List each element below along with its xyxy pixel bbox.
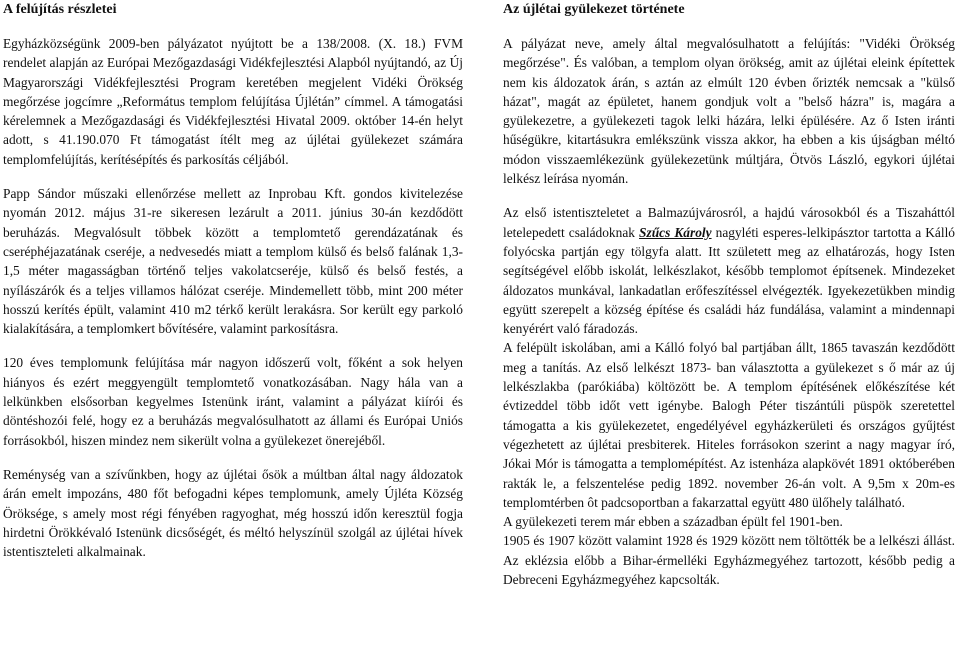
person-name: Szűcs Károly <box>639 224 712 240</box>
paragraph-construction: Papp Sándor műszaki ellenőrzése mellett az Inprobau Kft. gondos kivitelezése nyomán 2012. május 31-re sikeresen lezárult a 2011. június 30-án kezdődött beruházás. Megvalósult többek között a templomtető gerendázatának és cseréphéjazatának cseréje, a nedvesedés miatt a templom külső és belső falának 1,3-1,5 méter magasságban történő teljes vakolatcseréje, külső és belső festés, a nyílászárók és a teljes villamos hálózat cseréje. Mindemellett több, mint 200 méter hosszú kerítés épült, valamint 410 m2 térkő került lerakásra. Sor került egy parkoló kialakítására, a templomkert bővítésére, valamint parkosításra. <box>3 186 463 337</box>
right-column <box>503 0 955 589</box>
paragraph-heritage: A pályázat neve, amely által megvalósulhatott a felújítás: "Vidéki Örökség megőrzése". És valóban, a templom olyan örökség, amit az újlétai eleink építettek nem kis áldozatok árán, s aztán az elmúlt 120 évben őrizték nemcsak a "külső házat", magát az épületet, hanem gondjuk volt a "belső házra" is, magára a gyülekezetre, a gyülekezeti tagok lelki házára, lelki épülésére. Az ő Isten iránti hűségükre, kitartásukra emlékszünk vissza akkor, ha ebben a kis újságban méltó módon visszaemlékezünk gyülekezetünk múltjára, Ötvös László, egykori újlétai lelkész leírása nyomán. <box>503 36 955 187</box>
paragraph-gratitude: 120 éves templomunk felújítása már nagyon időszerű volt, főként a sok helyen hiányos és ezért meggyengült templomtető vonatkozásában. Nagy hála van a lelkünkben elsősorban kegyelmes Istenünk iránt, valamint a pályázat kiírói és döntéshozói felé, hogy ez a beruházás megvalósulhatott az állami és Európai Uniós forrásokból, hiszen mindez nem sikerült volna a gyülekezet önerejéből. <box>3 355 463 448</box>
paragraph-first-service <box>503 203 955 338</box>
spacer <box>3 450 463 465</box>
left-column <box>3 0 463 561</box>
paragraph-vacancy: 1905 és 1907 között valamint 1928 és 1929 között nem töltötték be a lelkészi állást. Az eklézsia előbb a Bihar-érmelléki Egyházmegyéhez tartozott, később pedig a Debreceni Egyházmegyéhez kapcsolták. <box>503 533 955 588</box>
paragraph-tender: Egyházközségünk 2009-ben pályázatot nyújtott be a 138/2008. (X. 18.) FVM rendelet alapján az Európai Mezőgazdasági Vidékfejlesztési Alapból nyújtandó, az Új Magyarországi Vidékfejlesztési Program keretében megjelent Vidéki Örökség megőrzése jogcímre „Református templom felújítása Újlétán” címmel. A támogatási kérelemnek a Mezőgazdasági és Vidékfejlesztési Hivatal 2009. október 14-én helyt adott, s 41.190.070 Ft támogatást ítélt meg az újlétai gyülekezet számára templomfelújítás, kerítésépítés és parkosítás céljából. <box>3 36 463 167</box>
text-segment: nagyléti esperes-lelkipásztor tartotta a Kálló folyócska partján egy tölgyfa alatt. Itt született meg az elhatározás, hogy Isten segítségével előbb iskolát, lelkészlakot, később templomot építsenek. Mindezeket áldozatos munkával, lankadatlan erőfeszítéssel elvégezték. Igyekezetükben mindig együtt szerepelt a község építése és családi ház fundálása, valamint a mindennapi kenyérért való fáradozás. <box>503 224 955 337</box>
paragraph-hope: Reménység van a szívűnkben, hogy az újlétai ősök a múltban által nagy áldozatok árán emelt impozáns, 480 főt befogadni képes templomunk, amely Újléta Község Öröksége, s amely most régi fényében ragyoghat, még hosszú időn keresztül fogja hirdetni Örökkévaló Istenünk dicsőségét, és méltó helyszínül szolgál az újlétai hívek istentiszteleti alkalmainak. <box>3 466 463 560</box>
section-heading-history: Az újlétai gyülekezet története <box>503 2 685 17</box>
paragraph-hall: A gyülekezeti terem már ebben a században épült fel 1901-ben. <box>503 514 843 530</box>
text-segment: Az első istentiszteletet a Balmazújvárosról, a hajdú városokból és a Tiszaháttól letelepedett családoknak <box>503 205 955 240</box>
paragraph-school: A felépült iskolában, ami a Kálló folyó bal partjában állt, 1865 tavaszán kezdődött meg a tanítás. Az első lelkészt 1873- ban választotta a gyülekezet s ő már az új lelkészlakba (parókiába) költözött be. A templom építésének előkészítése két évtizeddel több időt vett igénybe. Balogh Péter tiszántúli püspök szeretettel támogatta a kis gyülekezetet, engedélyével egyházkerületi és országos gyűjtést végezhetett az újlétai presbiterek. Hiteles forrásokon szerint a nagy magyar író, Jókai Mór is támogatta a templomépítést. Az istenháza alapkövét 1891 októberében rakták le, a felszentelése pedig 1892. november 26-án volt. A 9,5m x 20m-es templomtérben ôt padcsoportban a fakarzattal együtt 480 ülőhely található. <box>503 340 955 510</box>
spacer <box>3 169 463 184</box>
section-heading-renovation: A felújítás részletei <box>3 2 117 17</box>
spacer <box>3 338 463 353</box>
spacer <box>503 188 955 203</box>
